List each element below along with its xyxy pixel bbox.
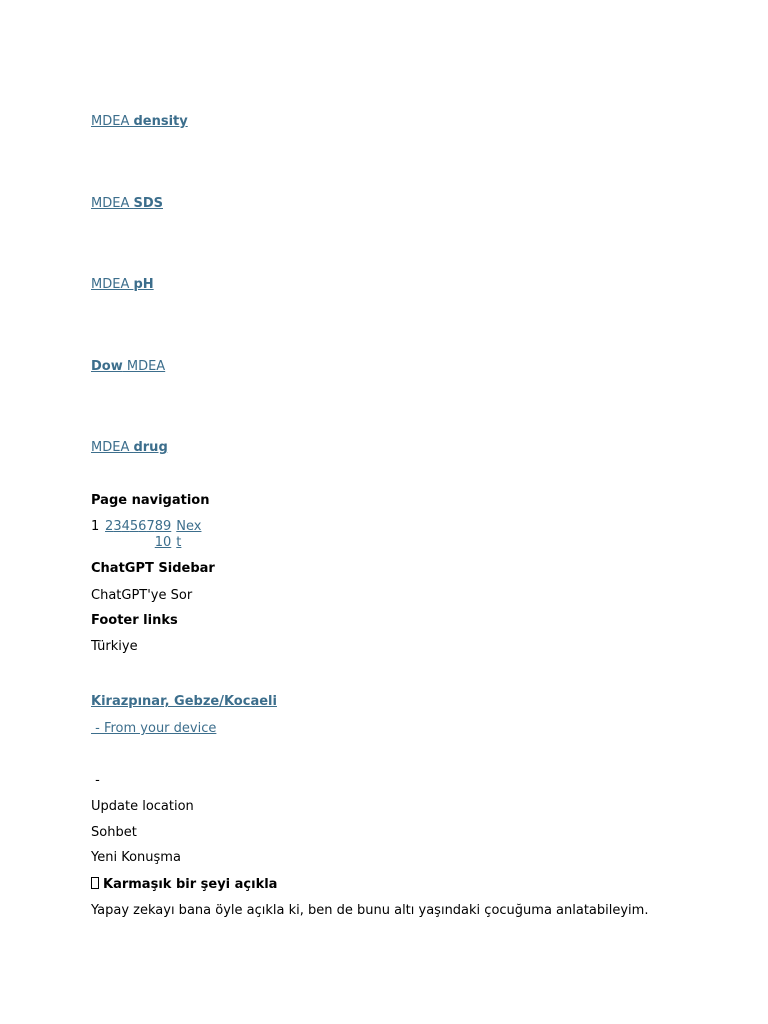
page-link-7[interactable]: 7 — [146, 519, 155, 534]
related-search-prefix: MDEA — [91, 114, 134, 129]
current-page: 1 — [91, 519, 100, 534]
related-search-link[interactable] — [91, 359, 165, 374]
page-link-9[interactable]: 9 — [163, 519, 172, 534]
related-search-prefix: MDEA — [91, 440, 134, 455]
pagination — [91, 519, 203, 551]
location-separator: - — [91, 773, 104, 788]
related-search-link[interactable] — [91, 114, 188, 129]
from-device-item — [91, 721, 216, 737]
related-search-item — [91, 440, 168, 456]
from-device-link[interactable]: - From your device — [91, 721, 217, 736]
related-search-keyword: Dow — [91, 359, 123, 374]
next-page-link[interactable]: Next — [176, 519, 202, 550]
page-navigation-heading: Page navigation — [91, 493, 210, 508]
related-search-link[interactable] — [91, 196, 163, 211]
related-search-keyword: pH — [133, 277, 154, 292]
update-location-button[interactable]: Update location — [91, 799, 194, 814]
related-search-item — [91, 196, 163, 212]
related-search-suffix: MDEA — [122, 359, 166, 374]
ask-chatgpt-button[interactable]: ChatGPT'ye Sor — [91, 588, 193, 603]
new-chat-button[interactable]: Yeni Konuşma — [91, 850, 181, 865]
prompt-suggestion-title-text: Karmaşık bir şeyi açıkla — [103, 877, 278, 892]
page-link-4[interactable]: 4 — [121, 519, 130, 534]
page-link-5[interactable]: 5 — [129, 519, 139, 534]
location-item — [91, 694, 277, 710]
related-search-link[interactable] — [91, 277, 154, 292]
related-search-link[interactable] — [91, 440, 168, 455]
chat-title: Sohbet — [91, 825, 137, 840]
location-link[interactable]: Kirazpınar, Gebze/Kocaeli — [91, 694, 277, 709]
related-search-keyword: drug — [133, 440, 168, 455]
related-search-keyword: SDS — [133, 196, 163, 211]
related-search-prefix: MDEA — [91, 196, 134, 211]
missing-glyph-icon — [91, 877, 99, 889]
country-label: Türkiye — [91, 639, 138, 654]
chatgpt-sidebar-heading: ChatGPT Sidebar — [91, 561, 215, 576]
prompt-suggestion-title[interactable] — [91, 877, 277, 893]
page-link-8[interactable]: 8 — [154, 519, 163, 534]
related-search-prefix: MDEA — [91, 277, 134, 292]
footer-links-heading: Footer links — [91, 613, 178, 628]
related-search-item — [91, 277, 154, 293]
page-link-10[interactable]: 10 — [154, 535, 172, 550]
page-number-list — [99, 519, 171, 551]
related-search-item — [91, 114, 188, 130]
page-link-6[interactable]: 6 — [138, 519, 147, 534]
related-search-item — [91, 359, 165, 375]
next-page-wrapper — [176, 519, 203, 551]
page-link-3[interactable]: 3 — [113, 519, 122, 534]
prompt-suggestion-text: Yapay zekayı bana öyle açıkla ki, ben de bunu altı yaşındaki çocuğuma anlatabileyim. — [91, 903, 649, 918]
related-search-keyword: density — [133, 114, 188, 129]
page-link-2[interactable]: 2 — [105, 519, 114, 534]
